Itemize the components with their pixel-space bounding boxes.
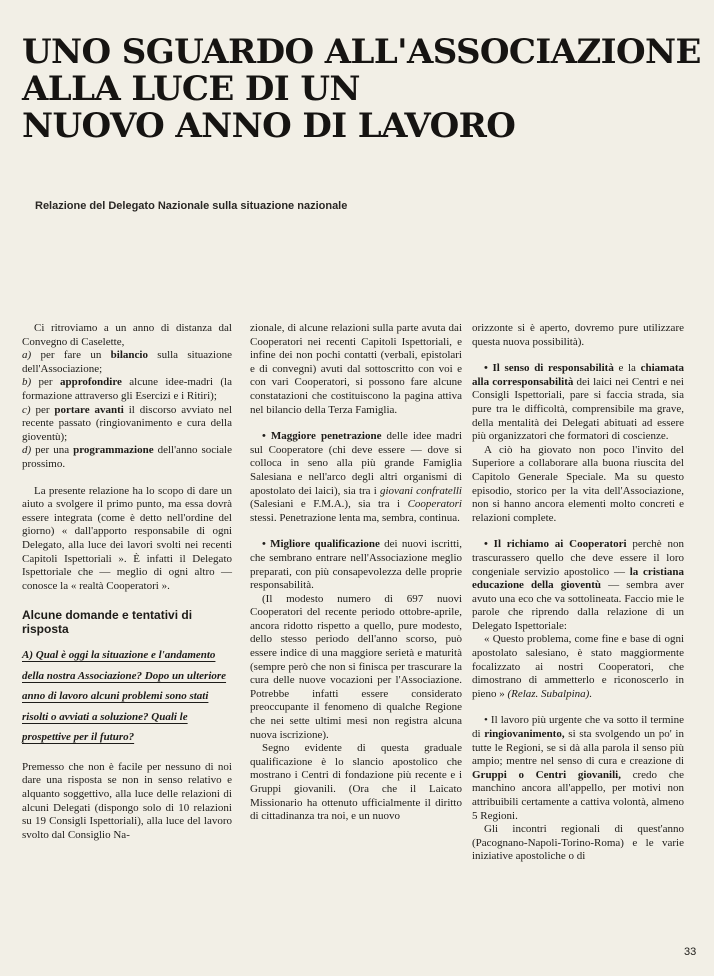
list-item: a) per fare un bilancio sulla situazione dell'Associazione;: [22, 349, 232, 375]
column-3: [472, 322, 684, 864]
paragraph: orizzonte si è aperto, dovremo pure utilizzare questa nuova possibilità).: [472, 322, 684, 348]
question-block: A) Qual è oggi la situazione e l'andamento della nostra Associazione? Dopo un ulteriore anno di lavoro alcuni problemi sono stati risolti o avviati a soluzione? Quali le prospettive per il futuro?: [22, 649, 227, 744]
paragraph: zionale, di alcune relazioni sulla parte avuta dai Cooperatori nei recenti Capitoli Ispettoriali, e infine dei non pochi contatti (verbali, epistolari e di convegni) avuti dal sottoscritto con voi e con vari Cooperatori, si possono fare alcune constatazioni che costituiscono la pagina attiva nel bilancio della Terza Famiglia.: [250, 322, 462, 416]
list-item: c) per portare avanti il discorso avviato nel recente passato (ringiovanimento e cura della gioventù);: [22, 403, 232, 443]
page-number: 33: [684, 946, 697, 958]
paragraph: (Il modesto numero di 697 nuovi Cooperatori del recente periodo ottobre-aprile, ancora ridotto rispetto a quello, pure modesto, dello stesso periodo dell'anno scorso, può essere indice di una maggiore serietà e maturità (sempre però che non si finisca per trascurare la cura delle nuove vocazioni per l'Associazione. Potrebbe infatti essere considerato preoccupante il fenomeno di qualche Regione che nei sette ultimi mesi non registra alcuna nuova iscrizione).: [250, 592, 462, 741]
list-item: d) per una programmazione dell'anno sociale prossimo.: [22, 444, 232, 470]
paragraph: Premesso che non è facile per nessuno di noi dare una risposta se non in senso relativo e alquanto soggettivo, alla luce delle relazioni di alcuni Delegati (dispongo solo di 10 relazioni su 19 Consigli Ispettoriali), alla luce del lavoro svolto dal Consiglio Na-: [22, 760, 232, 841]
paragraph: La presente relazione ha lo scopo di dare un aiuto a svolgere il primo punto, ma essa dovrà essere integrata (come è detto nell'ordine del giorno) « dall'apporto responsabile di ogni Delegato, alla luce dei lavori svolti nei recenti Capitoli Ispettoriali ». È infatti il Delegato Ispettoriale che — meglio di ogni altro — conosce la « realtà Cooperatori ».: [22, 484, 232, 592]
paragraph: • Il richiamo ai Cooperatori perchè non trascurassero quello che deve essere il loro congeniale servizio apostolico — la cristiana educazione della gioventù — sembra aver avuto una eco che va sottolineata. Faccio mie le parole che riprendo dalla relazione di un Delegato Ispettoriale:: [472, 538, 684, 632]
paragraph: • Migliore qualificazione dei nuovi iscritti, che sembrano entrare nell'Associazione meglio preparati, con più consapevolezza delle proprie responsabilità.: [250, 538, 462, 592]
column-2: [250, 322, 462, 824]
paragraph: Gli incontri regionali di quest'anno (Pacognano-Napoli-Torino-Roma) e le varie iniziative apostoliche o di: [472, 823, 684, 863]
paragraph: Segno evidente di questa graduale qualificazione è lo slancio apostolico che mostrano i Centri di fondazione più recente e i Gruppi giovanili. (Ora che il Laicato Missionario ha ottenuto ufficialmente il diritto di cittadinanza tra noi, e un nuovo: [250, 742, 462, 823]
article-subtitle: Relazione del Delegato Nazionale sulla situazione nazionale: [35, 200, 348, 212]
quote: « Questo problema, come fine e base di ogni apostolato salesiano, è stato maggiormente focalizzato ai nostri Cooperatori, che dimostrano di ammetterlo e riconoscerlo in pieno » (Relaz. Subalpina).: [472, 633, 684, 700]
title-line: NUOVO ANNO DI LAVORO: [22, 106, 516, 146]
paragraph: • Il lavoro più urgente che va sotto il termine di ringiovanimento, si sta svolgendo un po' in tutte le Regioni, se si dà alla parola il senso più ampio; mentre nel senso di cura e creazione di Gruppi o Centri giovanili, credo che manchino ancora all'appello, per motivi non attribuibili certamente a cattiva volontà, almeno 5 Regioni.: [472, 714, 684, 822]
paragraph: Ci ritroviamo a un anno di distanza dal Convegno di Caselette,: [22, 322, 232, 348]
paragraph: • Il senso di responsabilità e la chiamata alla corresponsabilità dei laici nei Centri e nei Consigli Ispettoriali, pare si faccia strada, sia pure tra le difficoltà, comprensibile ma grave, della mentalità dei Delegati abituati ad essere più organizzatori che formatori di coscienze.: [472, 362, 684, 443]
section-heading: Alcune domande e tentativi di risposta: [22, 608, 193, 637]
paragraph: • Maggiore penetrazione delle idee madri sul Cooperatore (chi deve essere — dove si colloca in seno alla più grande Famiglia Salesiana e nell'arco degli altri organismi di apostolato dei laici), sia tra i giovani confratelli (Salesiani e F.M.A.), sia tra i Cooperatori stessi. Penetrazione lenta ma, sembra, continua.: [250, 430, 463, 524]
article-title: [22, 32, 701, 146]
title-line: ALLA LUCE DI UN: [22, 69, 360, 109]
column-1: [22, 322, 232, 842]
list-item: b) per approfondire alcune idee-madri (la formazione attraverso gli Esercizi e i Ritiri);: [22, 376, 232, 402]
paragraph: A ciò ha giovato non poco l'invito del Superiore a collaborare alla buona riuscita del Capitolo Generale Speciale. Ma su questo episodio, storico per la vita dell'Associazione, non si hanno ancora elementi molto concreti e relazioni complete.: [472, 443, 684, 524]
title-line: UNO SGUARDO ALL'ASSOCIAZIONE: [22, 32, 701, 72]
